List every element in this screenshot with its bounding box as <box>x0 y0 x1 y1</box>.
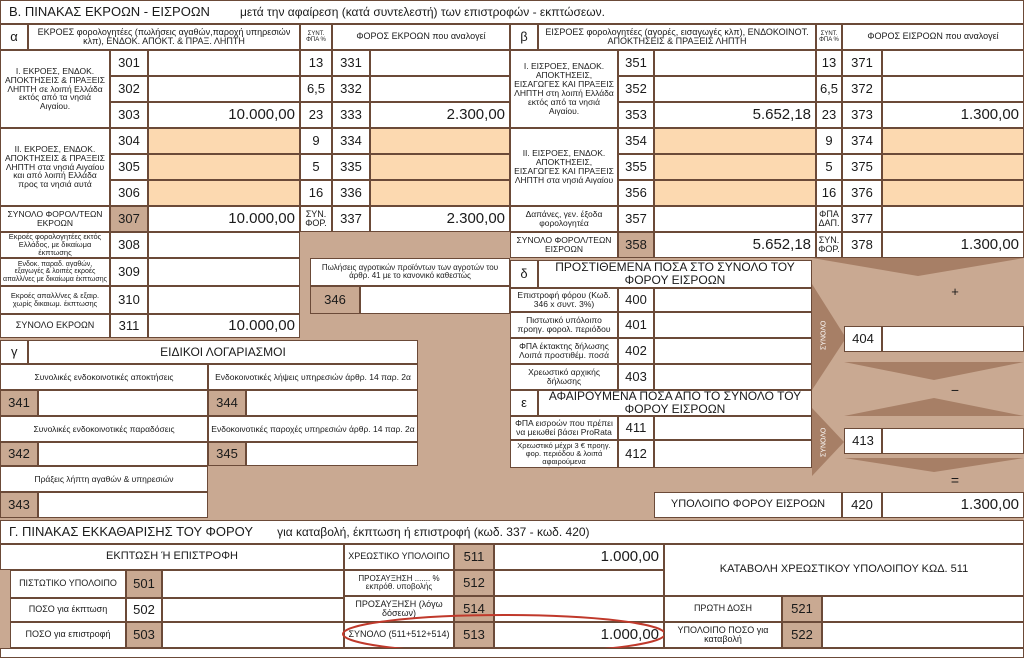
arrow-down-bottom <box>844 458 1024 472</box>
payment-header: ΚΑΤΑΒΟΛΗ ΧΡΕΩΣΤΙΚΟΥ ΥΠΟΛΟΙΠΟΥ ΚΩΔ. 511 <box>664 544 1024 596</box>
code-378: 378 <box>842 232 882 258</box>
code-302: 302 <box>110 76 148 102</box>
remaining-label: ΥΠΟΛΟΙΠΟ ΦΟΡΟΥ ΕΙΣΡΟΩΝ <box>654 492 842 518</box>
code-306: 306 <box>110 180 148 206</box>
tax-333[interactable]: 2.300,00 <box>370 102 510 128</box>
code-337: 337 <box>332 206 370 232</box>
code-334: 334 <box>332 128 370 154</box>
rate-304: 9 <box>300 128 332 154</box>
rate-356: 16 <box>816 180 842 206</box>
r511-label: ΧΡΕΩΣΤΙΚΟ ΥΠΟΛΟΙΠΟ <box>344 544 454 570</box>
code-502: 502 <box>126 598 162 622</box>
section-g-subtitle: για καταβολή, έκπτωση ή επιστροφή (κωδ. 337 - κωδ. 420) <box>277 524 590 539</box>
code-311: 311 <box>110 314 148 338</box>
amount-420[interactable]: 1.300,00 <box>882 492 1024 518</box>
beta-total-rate-label: ΣΥΝ. ΦΟΡ. <box>816 232 842 258</box>
amount-412[interactable] <box>654 440 812 468</box>
amount-522[interactable] <box>822 622 1024 648</box>
amount-306[interactable] <box>148 180 300 206</box>
amount-511[interactable]: 1.000,00 <box>494 544 664 570</box>
code-356: 356 <box>618 180 654 206</box>
alpha-group2-label: ΙΙ. ΕΚΡΟΕΣ, ΕΝΔΟΚ. ΑΠΟΚΤΗΣΕΙΣ & ΠΡΑΞΕΙΣ ΛΗΠΤΗ στα νησιά Αιγαίου και από λοιπή Ελλάδα προς τα νησιά αυτά <box>0 128 110 206</box>
code-513: 513 <box>454 622 494 648</box>
code-511: 511 <box>454 544 494 570</box>
code-307: 307 <box>110 206 148 232</box>
beta-tax-header: ΦΟΡΟΣ ΕΙΣΡΟΩΝ που αναλογεί <box>842 24 1024 50</box>
alpha-total-rate-label: ΣΥΝ. ΦΟΡ. <box>300 206 332 232</box>
tax-377[interactable] <box>882 206 1024 232</box>
r412-label: Χρεωστικό μέχρι 3 € προηγ. φορ. περιόδου & λοιπά αφαιρούμενα <box>510 440 618 468</box>
code-342: 342 <box>0 442 38 466</box>
gamma-letter: γ <box>0 340 28 364</box>
beta-group1-label: Ι. ΕΙΣΡΟΕΣ, ΕΝΔΟΚ. ΑΠΟΚΤΗΣΕΙΣ, ΕΙΣΑΓΩΓΕΣ ΚΑΙ ΠΡΑΞΕΙΣ ΛΗΠΤΗ στη λοιπή Ελλάδα εκτός από τα νησιά Αιγαίου. <box>510 50 618 128</box>
gamma-title: ΕΙΔΙΚΟΙ ΛΟΓΑΡΙΑΣΜΟΙ <box>28 340 418 364</box>
r513-label: ΣΥΝΟΛΟ (511+512+514) <box>344 622 454 648</box>
rate-353: 23 <box>816 102 842 128</box>
epsilon-letter: ε <box>510 390 538 416</box>
amount-501[interactable] <box>162 570 344 598</box>
r411-label: ΦΠΑ εισροών που πρέπει να μειωθεί βάσει ProRata <box>510 416 618 440</box>
code-420: 420 <box>842 492 882 518</box>
code-351: 351 <box>618 50 654 76</box>
alpha-header: ΕΚΡΟΕΣ φορολογητέες (πωλήσεις αγαθών,παροχή υπηρεσιών κλπ), ΕΝΔΟΚ. ΑΠΟΚΤ. & ΠΡΑΞ. ΛΗΠΤΗ <box>28 24 300 50</box>
rate-354: 9 <box>816 128 842 154</box>
code-413: 413 <box>844 428 882 454</box>
tax-375[interactable] <box>882 154 1024 180</box>
amount-308[interactable] <box>148 232 300 258</box>
r502-label: ΠΟΣΟ για έκπτωση <box>10 598 126 622</box>
amount-342[interactable] <box>38 442 208 466</box>
code-514: 514 <box>454 596 494 622</box>
code-373: 373 <box>842 102 882 128</box>
c341-label: Συνολικές ενδοκοινοτικές αποκτήσεις <box>0 364 208 390</box>
amount-404[interactable] <box>882 326 1024 352</box>
code-371: 371 <box>842 50 882 76</box>
c342-label: Συνολικές ενδοκοινοτικές παραδόσεις <box>0 416 208 442</box>
code-309: 309 <box>110 258 148 286</box>
amount-341[interactable] <box>38 390 208 416</box>
amount-304[interactable] <box>148 128 300 154</box>
code-354: 354 <box>618 128 654 154</box>
bottom-strip <box>0 648 1024 658</box>
rate-355: 5 <box>816 154 842 180</box>
amount-521[interactable] <box>822 596 1024 622</box>
beta-group2-label: ΙΙ. ΕΙΣΡΟΕΣ, ΕΝΔΟΚ. ΑΠΟΚΤΗΣΕΙΣ, ΕΙΣΑΓΩΓΕΣ ΚΑΙ ΠΡΑΞΕΙΣ ΛΗΠΤΗ στα νησιά Αιγαίου <box>510 128 618 206</box>
tax-378[interactable]: 1.300,00 <box>882 232 1024 258</box>
r521-label: ΠΡΩΤΗ ΔΟΣΗ <box>664 596 782 622</box>
amount-345[interactable] <box>246 442 418 466</box>
code-357: 357 <box>618 206 654 232</box>
amount-512[interactable] <box>494 570 664 596</box>
amount-353[interactable]: 5.652,18 <box>654 102 816 128</box>
r514-label: ΠΡΟΣΑΥΞΗΣΗ (λόγω δόσεων) <box>344 596 454 622</box>
code-402: 402 <box>618 338 654 364</box>
r346-label: Πωλήσεις αγροτικών προϊόντων των αγροτών του άρθρ. 41 με το κανονικό καθεστώς <box>310 258 510 286</box>
tax-371[interactable] <box>882 50 1024 76</box>
r309-label: Ενδοκ. παραδ. αγαθών, εξαγωγές & λοιπές εκροές απαλλ/νες με δικαίωμα έκπτωσης <box>0 258 110 286</box>
r400-label: Επιστροφή φόρου (Κωδ. 346 x συντ. 3%) <box>510 288 618 312</box>
arrow-up-mid <box>844 398 1024 416</box>
minus-sign: − <box>950 381 960 398</box>
alpha-group1-label: Ι. ΕΚΡΟΕΣ, ΕΝΔΟΚ. ΑΠΟΚΤΗΣΕΙΣ & ΠΡΑΞΕΙΣ ΛΗΠΤΗ σε λοιπή Ελλάδα εκτός από τα νησιά Αιγαίου. <box>0 50 110 128</box>
refund-header: ΕΚΠΤΩΣΗ Ή ΕΠΙΣΤΡΟΦΗ <box>0 544 344 570</box>
plus-sign: + <box>951 284 959 300</box>
code-310: 310 <box>110 286 148 314</box>
section-b-subtitle: μετά την αφαίρεση (κατά συντελεστή) των επιστροφών - εκπτώσεων. <box>239 4 605 19</box>
amount-305[interactable] <box>148 154 300 180</box>
rate-306: 16 <box>300 180 332 206</box>
code-345: 345 <box>208 442 246 466</box>
tax-376[interactable] <box>882 180 1024 206</box>
r402-label: ΦΠΑ έκτακτης δήλωσης Λοιπά προστιθέμ. ποσά <box>510 338 618 364</box>
tax-372[interactable] <box>882 76 1024 102</box>
alpha-rate-header: ΣΥΝΤ. ΦΠΑ % <box>300 24 332 50</box>
tax-334[interactable] <box>370 128 510 154</box>
delta-title: ΠΡΟΣΤΙΘΕΜΕΝΑ ΠΟΣΑ ΣΤΟ ΣΥΝΟΛΟ ΤΟΥ ΦΟΡΟΥ ΕΙΣΡΟΩΝ <box>538 260 812 288</box>
code-522: 522 <box>782 622 822 648</box>
code-521: 521 <box>782 596 822 622</box>
amount-307[interactable]: 10.000,00 <box>148 206 300 232</box>
code-332: 332 <box>332 76 370 102</box>
amount-343[interactable] <box>38 492 208 518</box>
code-375: 375 <box>842 154 882 180</box>
amount-352[interactable] <box>654 76 816 102</box>
amount-354[interactable] <box>654 128 816 154</box>
r401-label: Πιστωτικό υπόλοιπο προηγ. φορολ. περιόδου <box>510 312 618 338</box>
beta-rate-header: ΣΥΝΤ. ΦΠΑ % <box>816 24 842 50</box>
code-403: 403 <box>618 364 654 390</box>
r311-label: ΣΥΝΟΛΟ ΕΚΡΟΩΝ <box>0 314 110 338</box>
alpha-letter: α <box>0 24 28 50</box>
code-305: 305 <box>110 154 148 180</box>
beta-letter: β <box>510 24 538 50</box>
code-376: 376 <box>842 180 882 206</box>
code-346: 346 <box>310 286 360 314</box>
amount-401[interactable] <box>654 312 812 338</box>
tax-373[interactable]: 1.300,00 <box>882 102 1024 128</box>
amount-310[interactable] <box>148 286 300 314</box>
amount-302[interactable] <box>148 76 300 102</box>
code-343: 343 <box>0 492 38 518</box>
section-g-title: Γ. ΠΙΝΑΚΑΣ ΕΚΚΑΘΑΡΙΣΗΣ ΤΟΥ ΦΟΡΟΥ <box>9 524 254 540</box>
code-335: 335 <box>332 154 370 180</box>
section-g-header <box>0 520 1024 544</box>
code-400: 400 <box>618 288 654 312</box>
amount-400[interactable] <box>654 288 812 312</box>
code-333: 333 <box>332 102 370 128</box>
section-b-title: Β. ΠΙΝΑΚΑΣ ΕΚΡΟΩΝ - ΕΙΣΡΟΩΝ <box>9 4 210 20</box>
tax-332[interactable] <box>370 76 510 102</box>
code-352: 352 <box>618 76 654 102</box>
amount-356[interactable] <box>654 180 816 206</box>
code-353: 353 <box>618 102 654 128</box>
code-355: 355 <box>618 154 654 180</box>
code-411: 411 <box>618 416 654 440</box>
code-341: 341 <box>0 390 38 416</box>
r403-label: Χρεωστικό αρχικής δήλωσης <box>510 364 618 390</box>
code-503: 503 <box>126 622 162 648</box>
code-308: 308 <box>110 232 148 258</box>
rate-351: 13 <box>816 50 842 76</box>
amount-346[interactable] <box>360 286 510 314</box>
amount-355[interactable] <box>654 154 816 180</box>
tax-337[interactable]: 2.300,00 <box>370 206 510 232</box>
rate-301: 13 <box>300 50 332 76</box>
code-412: 412 <box>618 440 654 468</box>
amount-402[interactable] <box>654 338 812 364</box>
c344-label: Ενδοκοινοτικές λήψεις υπηρεσιών άρθρ. 14 παρ. 2α <box>208 364 418 390</box>
amount-503[interactable] <box>162 622 344 648</box>
code-401: 401 <box>618 312 654 338</box>
section-b-header <box>0 0 1024 24</box>
alpha-tax-header: ΦΟΡΟΣ ΕΚΡΟΩΝ που αναλογεί <box>332 24 510 50</box>
amount-309[interactable] <box>148 258 300 286</box>
amount-403[interactable] <box>654 364 812 390</box>
code-372: 372 <box>842 76 882 102</box>
alpha-total-label: ΣΥΝΟΛΟ ΦΟΡΟΛ/ΤΕΩΝ ΕΚΡΟΩΝ <box>0 206 110 232</box>
arrow-down-top <box>812 258 1024 276</box>
rate-352: 6,5 <box>816 76 842 102</box>
tax-374[interactable] <box>882 128 1024 154</box>
r503-label: ΠΟΣΟ για επιστροφή <box>10 622 126 648</box>
c343-label: Πράξεις λήπτη αγαθών & υπηρεσιών <box>0 466 208 492</box>
amount-301[interactable] <box>148 50 300 76</box>
tax-335[interactable] <box>370 154 510 180</box>
epsilon-sum-label: ΣΥΝΟΛΟ <box>820 427 828 457</box>
amount-344[interactable] <box>246 390 418 416</box>
delta-sum-label: ΣΥΝΟΛΟ <box>820 320 828 350</box>
amount-351[interactable] <box>654 50 816 76</box>
rate-303: 23 <box>300 102 332 128</box>
amount-513[interactable]: 1.000,00 <box>494 622 664 648</box>
r308-label: Εκροές φορολογητέες εκτός Ελλάδος, με δικαίωμα έκπτωσης <box>0 232 110 258</box>
code-358: 358 <box>618 232 654 258</box>
code-303: 303 <box>110 102 148 128</box>
amount-358[interactable]: 5.652,18 <box>654 232 816 258</box>
rate-305: 5 <box>300 154 332 180</box>
rate-302: 6,5 <box>300 76 332 102</box>
code-336: 336 <box>332 180 370 206</box>
r357-rate-label: ΦΠΑ ΔΑΠ. <box>816 206 842 232</box>
r501-label: ΠΙΣΤΩΤΙΚΟ ΥΠΟΛΟΙΠΟ <box>10 570 126 598</box>
code-331: 331 <box>332 50 370 76</box>
beta-header: ΕΙΣΡΟΕΣ φορολογητέες (αγορές, εισαγωγές κλπ), ΕΝΔΟΚΟΙΝΟΤ. ΑΠΟΚΤΗΣΕΙΣ & ΠΡΑΞΕΙΣ ΛΗΠΤΗ <box>538 24 816 50</box>
code-377: 377 <box>842 206 882 232</box>
beta-total-label: ΣΥΝΟΛΟ ΦΟΡΟΛ/ΤΕΩΝ ΕΙΣΡΟΩΝ <box>510 232 618 258</box>
code-501: 501 <box>126 570 162 598</box>
amount-413[interactable] <box>882 428 1024 454</box>
amount-303[interactable]: 10.000,00 <box>148 102 300 128</box>
tax-336[interactable] <box>370 180 510 206</box>
r310-label: Εκροές απαλλ/νες & εξαιρ. χωρίς δικαιωμ. έκπτωσης <box>0 286 110 314</box>
r357-label: Δαπάνες, γεν. έξοδα φορολογητέα <box>510 206 618 232</box>
tax-331[interactable] <box>370 50 510 76</box>
amount-411[interactable] <box>654 416 812 440</box>
c345-label: Ενδοκοινοτικές παροχές υπηρεσιών άρθρ. 14 παρ. 2α <box>208 416 418 442</box>
arrow-down-mid <box>844 362 1024 380</box>
code-374: 374 <box>842 128 882 154</box>
code-512: 512 <box>454 570 494 596</box>
amount-311[interactable]: 10.000,00 <box>148 314 300 338</box>
epsilon-title: ΑΦΑΙΡΟΥΜΕΝΑ ΠΟΣΑ ΑΠΟ ΤΟ ΣΥΝΟΛΟ ΤΟΥ ΦΟΡΟΥ ΕΙΣΡΟΩΝ <box>538 390 812 416</box>
amount-502[interactable] <box>162 598 344 622</box>
code-304: 304 <box>110 128 148 154</box>
delta-letter: δ <box>510 260 538 288</box>
code-301: 301 <box>110 50 148 76</box>
r522-label: ΥΠΟΛΟΙΠΟ ΠΟΣΟ για καταβολή <box>664 622 782 648</box>
amount-357[interactable] <box>654 206 816 232</box>
code-404: 404 <box>844 326 882 352</box>
equals-sign: = <box>950 471 960 488</box>
r512-label: ΠΡΟΣΑΥΞΗΣΗ ....... % εκπρόθ. υποβολής <box>344 570 454 596</box>
code-344: 344 <box>208 390 246 416</box>
